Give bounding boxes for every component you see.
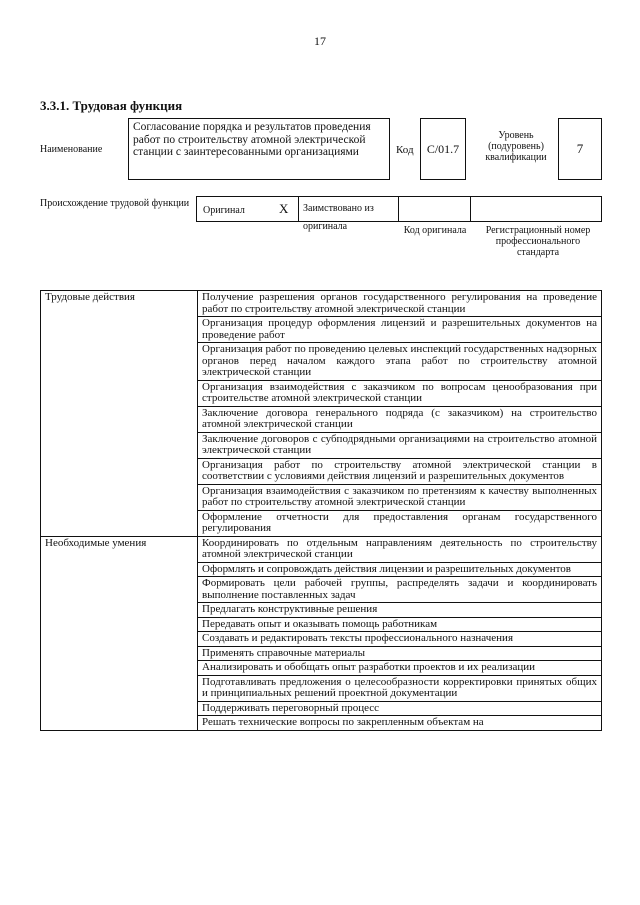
list-item: Создавать и редактировать тексты профессионального назначения — [198, 632, 602, 647]
code-original-cell — [399, 197, 471, 221]
borrowed-label: Заимствовано из оригинала — [303, 203, 374, 232]
list-item: Поддерживать переговорный процесс — [198, 701, 602, 716]
list-item: Организация процедур оформления лицензий и разрешительных документов на проведение работ — [198, 317, 602, 343]
level-box — [558, 118, 602, 180]
list-item: Организация взаимодействия с заказчиком по претензиям к качеству выполненных работ по строительству атомной электрической станции — [198, 484, 602, 510]
code-box — [420, 118, 466, 180]
code-value: C/01.7 — [426, 141, 460, 156]
list-item: Анализировать и обобщать опыт разработки проектов и их реализации — [198, 661, 602, 676]
list-item: Формировать цели рабочей группы, распределять задачи и координировать выполнение поставленных задач — [198, 577, 602, 603]
reg-number-label: Регистрационный номер профессионального стандарта — [485, 225, 591, 258]
list-item: Подготавливать предложения о целесообразности корректировки принятых общих и принципиальных решений проектной документации — [198, 675, 602, 701]
reg-number-cell — [471, 197, 601, 221]
list-item: Организация взаимодействия с заказчиком по вопросам ценообразования при строительстве атомной электрической станции — [198, 380, 602, 406]
original-mark: X — [279, 201, 289, 216]
list-item: Передавать опыт и оказывать помощь работникам — [198, 617, 602, 632]
page-number: 17 — [314, 34, 326, 48]
code-original-label: Код оригинала — [403, 225, 467, 236]
code-label: Код — [396, 144, 414, 156]
function-name-box — [128, 118, 390, 180]
level-label: Уровень (подуровень) квалификации — [485, 130, 547, 163]
section-title: 3.3.1. Трудовая функция — [40, 98, 183, 113]
function-table — [40, 290, 602, 731]
name-label: Наименование — [40, 144, 103, 155]
section-label: Трудовые действия — [41, 291, 198, 537]
list-item: Организация работ по строительству атомной электрической станции в соответствии с условиями действия лицензий и разрешительных документов — [198, 458, 602, 484]
list-item: Координировать по отдельным направлениям деятельность по строительству атомной электрической станции — [198, 536, 602, 562]
list-item: Оформление отчетности для предоставления органам государственного регулирования — [198, 510, 602, 536]
function-name: Согласование порядка и результатов проведения работ по строительству атомной электрической станции с заинтересованными организациями — [133, 121, 371, 158]
table-row — [41, 536, 602, 562]
list-item: Получение разрешения органов государственного регулирования на проведение работ по строительству атомной электрической станции — [198, 291, 602, 317]
borrowed-cell — [299, 197, 399, 232]
original-label: Оригинал — [203, 205, 245, 216]
original-cell — [197, 197, 299, 221]
list-item: Применять справочные материалы — [198, 646, 602, 661]
section-label: Необходимые умения — [41, 536, 198, 730]
list-item: Предлагать конструктивные решения — [198, 603, 602, 618]
list-item: Организация работ по проведению целевых инспекций государственных надзорных органов перед началом каждого этапа работ по строительству атомной электрической станции — [198, 343, 602, 381]
list-item: Заключение договоров с субподрядными организациями на строительство атомной электрической станции — [198, 432, 602, 458]
origin-label: Происхождение трудовой функции — [40, 198, 190, 209]
level-value: 7 — [576, 141, 584, 156]
list-item: Заключение договора генерального подряда (с заказчиком) на строительство атомной электрической станции — [198, 406, 602, 432]
list-item: Решать технические вопросы по закрепленным объектам на — [198, 716, 602, 731]
table-row — [41, 291, 602, 317]
list-item: Оформлять и сопровождать действия лицензии и разрешительных документов — [198, 562, 602, 577]
